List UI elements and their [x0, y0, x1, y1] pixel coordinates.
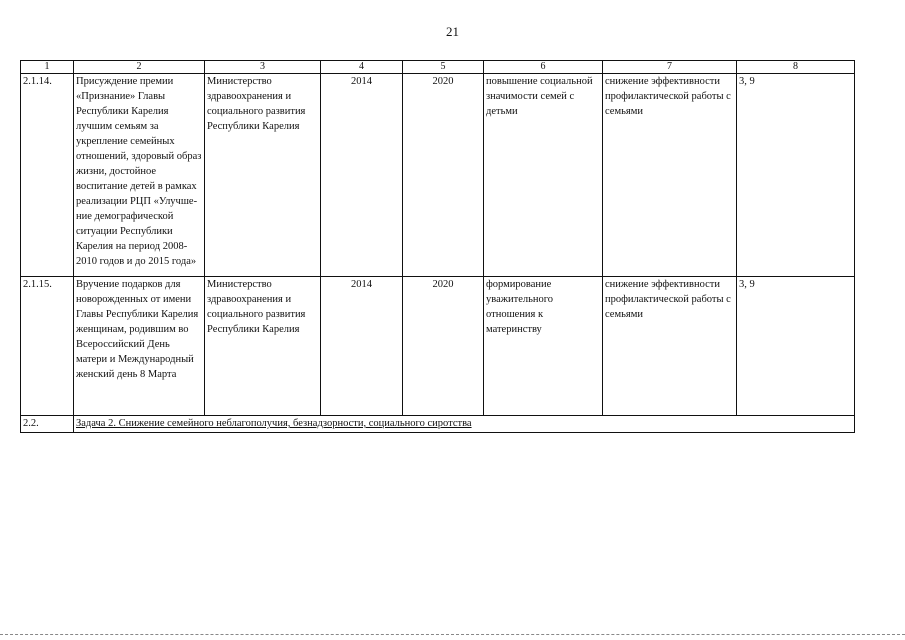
end-year: 2020	[403, 277, 484, 416]
header-col-1: 1	[21, 61, 74, 74]
event-name: Вручение подарков для новорожденных от имени Главы Республики Карелия женщинам, родившим во Всероссийский День матери и Международный женский день 8 Марта	[74, 277, 205, 416]
header-col-6: 6	[484, 61, 603, 74]
expected-result: повышение социальной значимости семей с детьми	[484, 74, 603, 277]
indicator-link: 3, 9	[737, 74, 855, 277]
table-row	[21, 74, 855, 277]
event-name: Присуждение премии «Признание» Главы Республики Карелия лучшим семьям за укрепление семейных отношений, здоровый образ жизни, достойное воспитание детей в рамках реализации РЦП «Улучше-ние демографической ситуации Республики Карелия на период 2008-2010 годов и до 2015 года»	[74, 74, 205, 277]
row-number: 2.1.14.	[21, 74, 74, 277]
header-col-8: 8	[737, 61, 855, 74]
task-number: 2.2.	[21, 416, 74, 433]
header-col-2: 2	[74, 61, 205, 74]
program-table	[20, 60, 855, 433]
table-row	[21, 277, 855, 416]
start-year: 2014	[321, 277, 403, 416]
consequences: снижение эффективности профилактической работы с семьями	[603, 277, 737, 416]
header-row	[21, 61, 855, 74]
page-bottom-edge	[0, 634, 905, 635]
consequences: снижение эффективности профилактической работы с семьями	[603, 74, 737, 277]
task-title: Задача 2. Снижение семейного неблагополучия, безнадзорности, социального сиротства	[74, 416, 855, 433]
executor: Министерство здравоохранения и социального развития Республики Карелия	[205, 74, 321, 277]
start-year: 2014	[321, 74, 403, 277]
header-col-4: 4	[321, 61, 403, 74]
header-col-5: 5	[403, 61, 484, 74]
row-number: 2.1.15.	[21, 277, 74, 416]
header-col-3: 3	[205, 61, 321, 74]
task-row	[21, 416, 855, 433]
end-year: 2020	[403, 74, 484, 277]
page-number: 21	[446, 24, 459, 39]
indicator-link: 3, 9	[737, 277, 855, 416]
expected-result: формирование уважительного отношения к материнству	[484, 277, 603, 416]
header-col-7: 7	[603, 61, 737, 74]
executor: Министерство здравоохранения и социального развития Республики Карелия	[205, 277, 321, 416]
